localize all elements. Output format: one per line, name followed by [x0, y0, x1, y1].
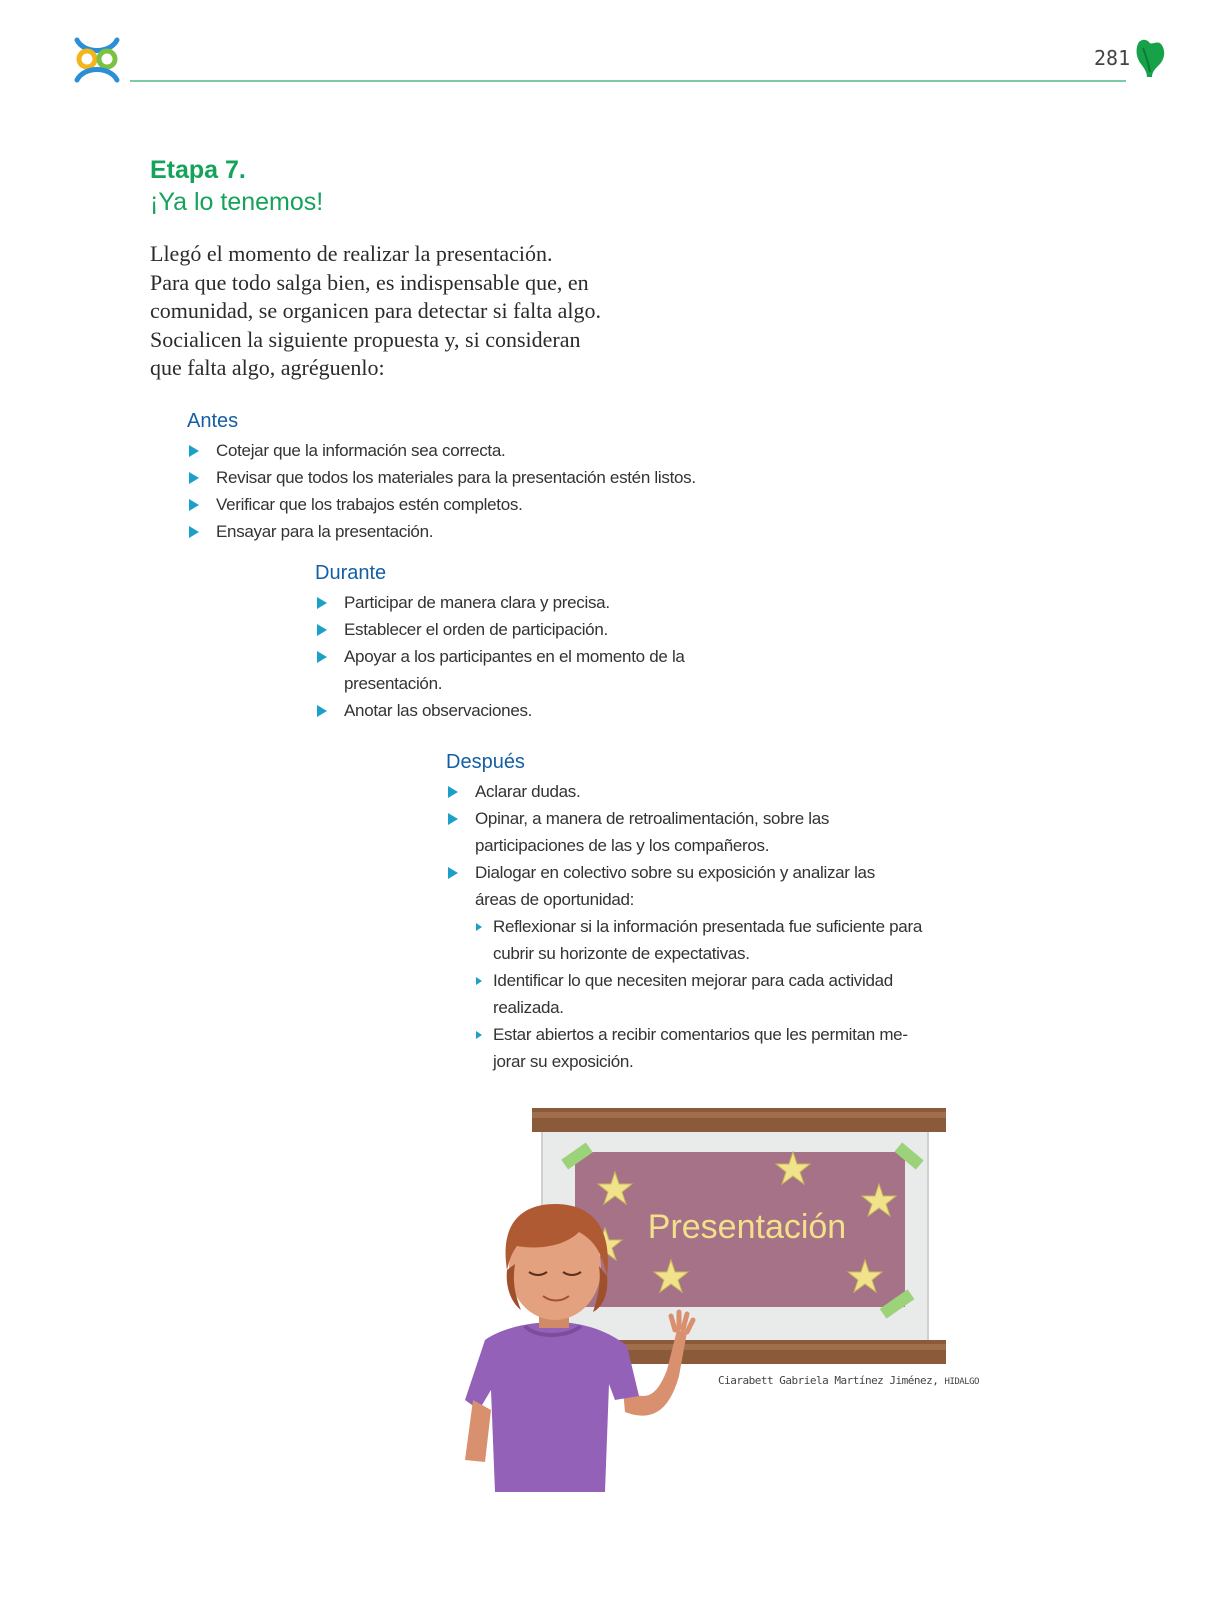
- sub-list-item: Estar abiertos a recibir comentarios que les permitan me-jorar su exposición.: [446, 1021, 966, 1075]
- list-item: Aclarar dudas.: [446, 778, 966, 805]
- triangle-bullet-icon: [317, 624, 327, 636]
- section-durante: [315, 562, 695, 724]
- intro-line: Para que todo salga bien, es indispensable que, en: [150, 269, 589, 295]
- section-antes: [187, 410, 747, 545]
- small-triangle-bullet-icon: [476, 1031, 482, 1039]
- triangle-bullet-icon: [317, 597, 327, 609]
- intro-line: Socialicen la siguiente propuesta y, si consideran: [150, 326, 581, 352]
- triangle-bullet-icon: [189, 499, 199, 511]
- triangle-bullet-icon: [448, 813, 458, 825]
- small-triangle-bullet-icon: [476, 977, 482, 985]
- section-heading-antes: Antes: [187, 410, 239, 432]
- triangle-bullet-icon: [448, 786, 458, 798]
- list-item: Establecer el orden de participación.: [315, 616, 695, 643]
- series-logo-icon: [72, 34, 122, 84]
- triangle-bullet-icon: [189, 526, 199, 538]
- list-item: Verificar que los trabajos estén completos.: [187, 491, 747, 518]
- list-item: Participar de manera clara y precisa.: [315, 589, 695, 616]
- page-number: 281: [1094, 46, 1131, 70]
- triangle-bullet-icon: [448, 867, 458, 879]
- leaf-emblem-icon: [1133, 38, 1167, 78]
- intro-paragraph: [150, 240, 640, 383]
- list-despues: [446, 778, 966, 1075]
- section-heading-despues: Después: [446, 751, 525, 773]
- list-item: Opinar, a manera de retroalimentación, sobre las participaciones de las y los compañeros.: [446, 805, 966, 859]
- triangle-bullet-icon: [189, 445, 199, 457]
- sub-list-item: Identificar lo que necesiten mejorar para cada actividad realizada.: [446, 967, 966, 1021]
- intro-line: Llegó el momento de realizar la presentación.: [150, 241, 553, 266]
- intro-line: que falta algo, agréguenlo:: [150, 355, 385, 380]
- presentation-illustration: [455, 1100, 955, 1500]
- list-antes: [187, 437, 747, 545]
- list-item: Anotar las observaciones.: [315, 697, 695, 724]
- poster-text: Presentación: [647, 1208, 847, 1246]
- list-item: Cotejar que la información sea correcta.: [187, 437, 747, 464]
- stage-title: Etapa 7.: [150, 156, 246, 184]
- illustration-credit: Ciarabett Gabriela Martínez Jiménez, HIDALGO: [718, 1374, 979, 1387]
- small-triangle-bullet-icon: [476, 923, 482, 931]
- sub-list-item: Reflexionar si la información presentada fue suficiente para cubrir su horizonte de expectativas.: [446, 913, 966, 967]
- list-item: Dialogar en colectivo sobre su exposición y analizar las áreas de oportunidad:: [446, 859, 966, 913]
- list-durante: [315, 589, 695, 724]
- list-item: Revisar que todos los materiales para la presentación estén listos.: [187, 464, 747, 491]
- section-heading-durante: Durante: [315, 562, 387, 584]
- triangle-bullet-icon: [317, 705, 327, 717]
- list-item: Apoyar a los participantes en el momento de la presentación.: [315, 643, 695, 697]
- triangle-bullet-icon: [189, 472, 199, 484]
- list-item: Ensayar para la presentación.: [187, 518, 747, 545]
- header-rule: [130, 80, 1126, 82]
- stage-subtitle: ¡Ya lo tenemos!: [150, 188, 324, 216]
- section-despues: [446, 751, 966, 1075]
- triangle-bullet-icon: [317, 651, 327, 663]
- intro-line: comunidad, se organicen para detectar si falta algo.: [150, 298, 602, 323]
